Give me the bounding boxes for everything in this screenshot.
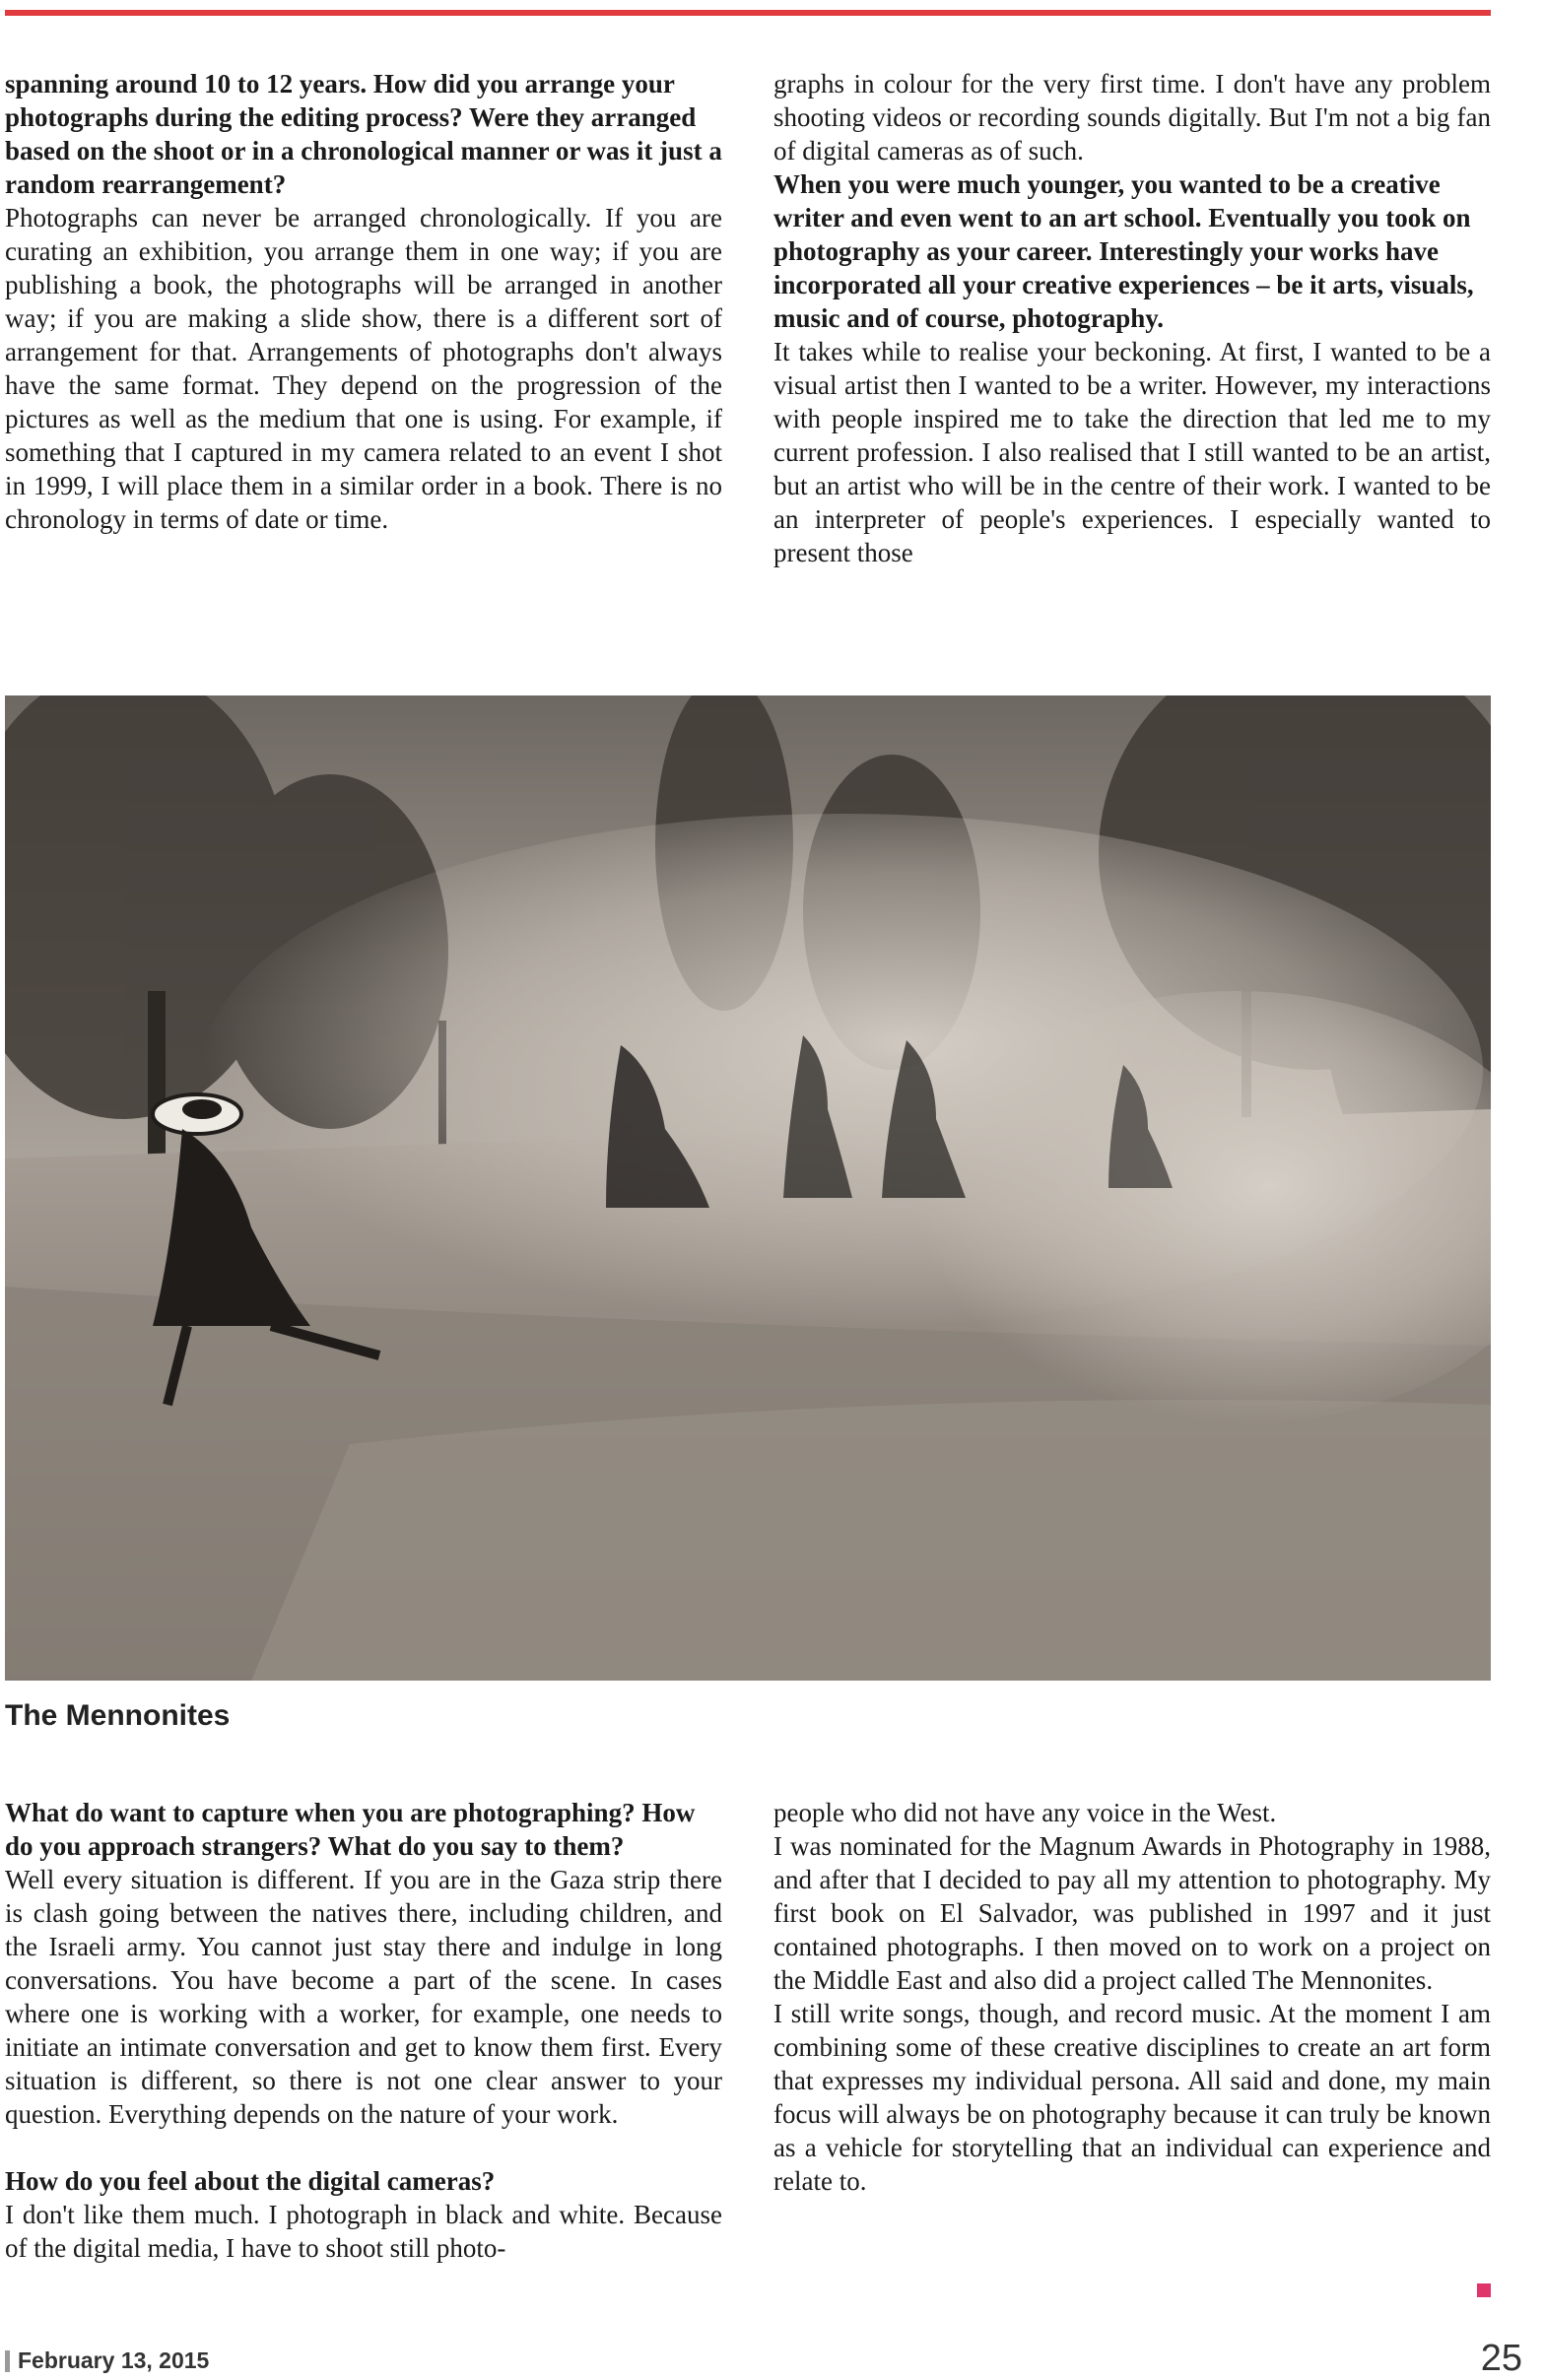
interview-answer: It takes while to realise your beckoning. At first, I wanted to be a visual artist then I wanted to be a writer. However, my interactions with people inspired me to take the direction that led me to my current profession. I also realised that I still wanted to be an artist, but an artist who will be in the centre of their work. I wanted to be an interpreter of people's experiences. I especially wanted to present those (773, 337, 1491, 567)
interview-question: What do want to capture when you are photographing? How do you approach strangers? What do you say to them? (5, 1798, 696, 1861)
footer-bar (5, 2350, 10, 2372)
interview-answer: people who did not have any voice in the West. (773, 1798, 1277, 1827)
page-number: 25 (1480, 2338, 1522, 2379)
interview-answer: I still write songs, though, and record music. At the moment I am combining some of these creative disciplines to create an art form that expresses my individual persona. All said and done, my main focus will always be on photography because it can truly be known as a vehicle for storytelling that an individual can experience and relate to. (773, 1999, 1491, 2196)
photo-caption: The Mennonites (5, 1699, 231, 1732)
dust-storm-scene-image (5, 695, 1491, 1681)
interview-answer: I was nominated for the Magnum Awards in Photography in 1988, and after that I decided to pay all my attention to photography. My first book on El Salvador, was published in 1997 and it just contained photographs. I then moved on to work on a project on the Middle East and also did a project called The Mennonites. (773, 1831, 1491, 1995)
article-column-bottom-right (773, 1796, 1491, 2198)
interview-answer: Well every situation is different. If you are in the Gaza strip there is clash going between the natives there, including children, and the Israeli army. You cannot just stay there and indulge in long conversations. You have become a part of the scene. In cases where one is working with a worker, for example, one needs to initiate an intimate conversation and get to know them first. Every situation is different, so there is not one clear answer to your question. Everything depends on the nature of your work. (5, 1865, 722, 2129)
article-end-mark (1477, 2283, 1491, 2297)
mennonites-photograph (5, 695, 1491, 1681)
interview-answer: Photographs can never be arranged chronologically. If you are curating an exhibition, you arrange them in one way; if you are publishing a book, the photographs will be arranged in another way; if you are making a slide show, there is a different sort of arrangement for that. Arrangements of photographs don't always have the same format. They depend on the progression of the pictures as well as the medium that one is using. For example, if something that I captured in my camera related to an event I shot in 1999, I will place them in a similar order in a book. There is no chronology in terms of date or time. (5, 203, 722, 534)
interview-answer: graphs in colour for the very first time. I don't have any problem shooting videos or recording sounds digitally. But I'm not a big fan of digital cameras as of such. (773, 69, 1491, 165)
article-column-bottom-left (5, 1796, 722, 2265)
interview-answer: I don't like them much. I photograph in black and white. Because of the digital media, I have to shoot still photo- (5, 2200, 722, 2263)
paragraph-gap (5, 2131, 722, 2164)
article-column-top-left (5, 67, 722, 536)
issue-date: February 13, 2015 (18, 2347, 210, 2373)
interview-question: spanning around 10 to 12 years. How did you arrange your photographs during the editing process? Were they arranged based on the shoot or in a chronological manner or was it just a random rearrangement? (5, 69, 722, 199)
interview-question: When you were much younger, you wanted to be a creative writer and even went to an art school. Eventually you took on photography as your career. Interestingly your works have incorporated all your creative experiences – be it arts, visuals, music and of course, photography. (773, 169, 1474, 333)
article-column-top-right (773, 67, 1491, 569)
interview-question: How do you feel about the digital cameras? (5, 2166, 496, 2196)
top-red-rule (5, 10, 1491, 16)
